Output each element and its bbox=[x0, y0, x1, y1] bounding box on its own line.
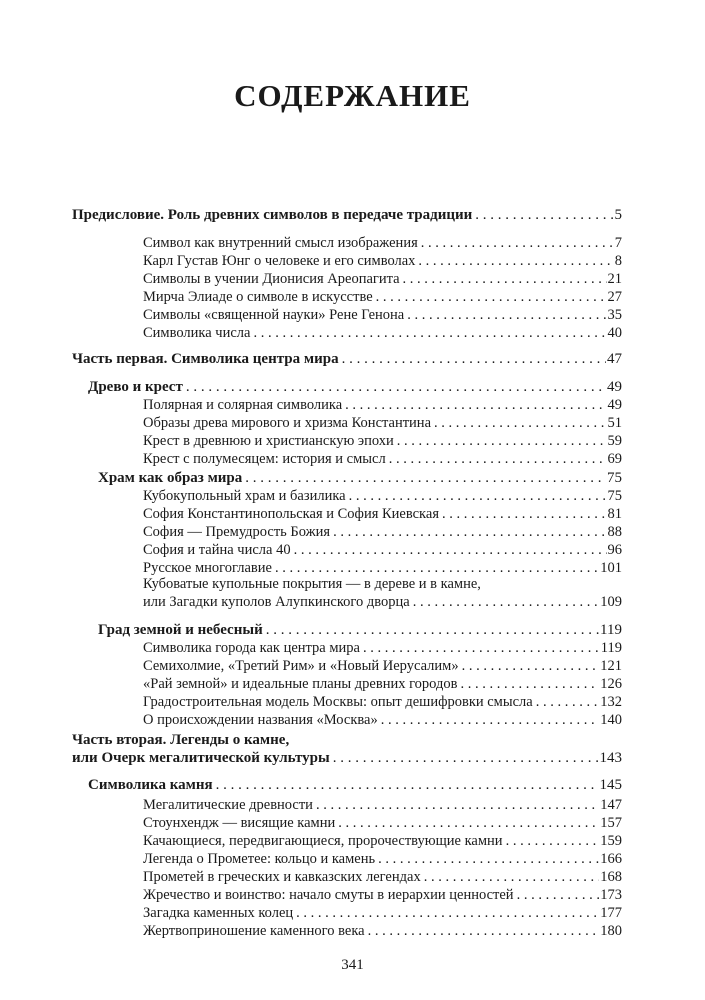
toc-entry bbox=[143, 814, 622, 832]
toc-entry bbox=[88, 776, 622, 795]
toc-entry-page: 177 bbox=[600, 905, 622, 921]
toc-entry-page: 96 bbox=[607, 542, 622, 558]
page-number: 341 bbox=[341, 957, 364, 973]
toc-entry bbox=[143, 675, 622, 693]
toc-entry-page: 119 bbox=[600, 640, 622, 656]
dot-leader bbox=[434, 414, 606, 432]
toc-entry bbox=[143, 396, 622, 414]
toc-entry-title: или Загадки куполов Алупкинского дворца bbox=[143, 594, 410, 610]
toc-entry bbox=[98, 621, 622, 640]
toc-entry-title: Загадка каменных колец bbox=[143, 905, 294, 921]
toc-entry-page: 27 bbox=[607, 289, 622, 305]
toc-entry-title: Град земной и небесный bbox=[98, 622, 263, 638]
toc-entry-title: Крест в древнюю и христианскую эпохи bbox=[143, 433, 394, 449]
toc-entry bbox=[143, 450, 622, 468]
toc-entry bbox=[143, 432, 622, 450]
toc-entry-title: София и тайна числа 40 bbox=[143, 542, 291, 558]
toc-entry bbox=[72, 749, 622, 768]
toc-entry-title: Древо и крест bbox=[88, 379, 183, 395]
toc-entry bbox=[72, 731, 292, 750]
page-title: СОДЕРЖАНИЕ bbox=[234, 78, 471, 113]
toc-entry-page: 40 bbox=[607, 325, 622, 341]
dot-leader bbox=[333, 523, 606, 541]
toc-entry bbox=[143, 288, 622, 306]
toc-entry-page: 119 bbox=[600, 622, 622, 638]
toc-entry-page: 166 bbox=[600, 851, 622, 867]
toc-entry-title: Образы древа мирового и хризма Константина bbox=[143, 415, 432, 431]
toc-entry-title: Мегалитические древности bbox=[143, 797, 313, 813]
toc-entry bbox=[143, 832, 622, 850]
toc-entry bbox=[143, 922, 622, 940]
toc-entry-title: Крест с полумесяцем: история и смысл bbox=[143, 451, 386, 467]
toc-entry-page: 49 bbox=[607, 379, 622, 395]
dot-leader bbox=[368, 922, 600, 940]
toc-entry-page: 81 bbox=[607, 506, 622, 522]
toc-entry-title: София — Премудрость Божия bbox=[143, 524, 331, 540]
dot-leader bbox=[397, 432, 607, 450]
dot-leader bbox=[506, 832, 600, 850]
toc-entry-page: 49 bbox=[607, 397, 622, 413]
toc-entry bbox=[143, 868, 622, 886]
toc-entry-page: 59 bbox=[607, 433, 622, 449]
dot-leader bbox=[345, 396, 606, 414]
toc-entry-title: Градостроительная модель Москвы: опыт дешифровки смысла bbox=[143, 694, 533, 710]
toc-entry-page: 35 bbox=[607, 307, 622, 323]
toc-entry-page: 5 bbox=[614, 207, 622, 223]
toc-entry-title: Мирча Элиаде о символе в искусстве bbox=[143, 289, 373, 305]
toc-entry bbox=[143, 711, 622, 729]
toc-entry-title: Кубокупольный храм и базилика bbox=[143, 488, 346, 504]
toc-entry bbox=[143, 593, 622, 611]
dot-leader bbox=[186, 378, 606, 397]
dot-leader bbox=[413, 593, 600, 611]
toc-entry bbox=[143, 575, 484, 593]
dot-leader bbox=[403, 270, 607, 288]
dot-leader bbox=[407, 306, 606, 324]
dot-leader bbox=[363, 639, 600, 657]
toc-entry-title: Жертвоприношение каменного века bbox=[143, 923, 365, 939]
toc-entry-title: О происхождении названия «Москва» bbox=[143, 712, 378, 728]
toc-entry-page: 75 bbox=[607, 470, 622, 486]
toc-entry-page: 173 bbox=[600, 887, 622, 903]
toc-entry-page: 75 bbox=[607, 488, 622, 504]
toc-entry bbox=[143, 796, 622, 814]
dot-leader bbox=[536, 693, 600, 711]
toc-entry-title: Качающиеся, передвигающиеся, пророчествующие камни bbox=[143, 833, 503, 849]
toc-entry-page: 147 bbox=[600, 797, 622, 813]
dot-leader bbox=[349, 487, 607, 505]
toc-entry bbox=[72, 206, 622, 225]
toc-entry-title: Часть вторая. Легенды о камне, bbox=[72, 732, 290, 748]
toc-entry bbox=[143, 234, 622, 252]
toc-entry-page: 7 bbox=[614, 235, 622, 251]
toc-entry bbox=[143, 306, 622, 324]
toc-entry-title: Легенда о Прометее: кольцо и камень bbox=[143, 851, 376, 867]
toc-entry-title: Храм как образ мира bbox=[98, 470, 243, 486]
toc-entry-title: Карл Густав Юнг о человеке и его символах bbox=[143, 253, 416, 269]
toc-entry-page: 88 bbox=[607, 524, 622, 540]
toc-entry bbox=[98, 469, 622, 488]
toc-entry-page: 8 bbox=[614, 253, 622, 269]
dot-leader bbox=[517, 886, 600, 904]
dot-leader bbox=[460, 675, 599, 693]
toc-entry-title: София Константинопольская и София Киевская bbox=[143, 506, 439, 522]
toc-entry-page: 101 bbox=[600, 560, 622, 576]
toc-entry-page: 21 bbox=[607, 271, 622, 287]
toc-entry-title: Символ как внутренний смысл изображения bbox=[143, 235, 418, 251]
toc-entry-title: Символика числа bbox=[143, 325, 251, 341]
dot-leader bbox=[424, 868, 600, 886]
toc-entry bbox=[143, 505, 622, 523]
toc-entry-page: 157 bbox=[600, 815, 622, 831]
toc-entry bbox=[143, 523, 622, 541]
dot-leader bbox=[266, 621, 599, 640]
dot-leader bbox=[442, 505, 607, 523]
dot-leader bbox=[316, 796, 599, 814]
dot-leader bbox=[378, 850, 599, 868]
toc-entry bbox=[143, 487, 622, 505]
dot-leader bbox=[389, 450, 607, 468]
dot-leader bbox=[475, 206, 613, 225]
toc-entry-page: 132 bbox=[600, 694, 622, 710]
dot-leader bbox=[333, 749, 599, 768]
toc-entry bbox=[143, 324, 622, 342]
dot-leader bbox=[216, 776, 599, 795]
toc-entry bbox=[143, 693, 622, 711]
toc-entry bbox=[72, 350, 622, 369]
toc-entry-page: 140 bbox=[600, 712, 622, 728]
toc-entry-page: 159 bbox=[600, 833, 622, 849]
toc-entry bbox=[143, 541, 622, 559]
toc-entry-page: 47 bbox=[607, 351, 622, 367]
toc-entry-title: Предисловие. Роль древних символов в передаче традиции bbox=[72, 207, 473, 223]
dot-leader bbox=[376, 288, 607, 306]
toc-entry-page: 180 bbox=[600, 923, 622, 939]
toc-entry-title: Символы в учении Дионисия Ареопагита bbox=[143, 271, 400, 287]
toc-entry-page: 51 bbox=[607, 415, 622, 431]
toc-entry-page: 121 bbox=[600, 658, 622, 674]
toc-entry bbox=[143, 904, 622, 922]
toc-entry bbox=[143, 657, 622, 675]
dot-leader bbox=[381, 711, 600, 729]
toc-entry-page: 109 bbox=[600, 594, 622, 610]
toc-entry-page: 168 bbox=[600, 869, 622, 885]
toc-entry bbox=[143, 414, 622, 432]
dot-leader bbox=[421, 234, 614, 252]
toc-entry bbox=[88, 378, 622, 397]
toc-entry-title: Символика города как центра мира bbox=[143, 640, 360, 656]
toc-entry-page: 69 bbox=[607, 451, 622, 467]
toc-entry-title: Символы «священной науки» Рене Генона bbox=[143, 307, 405, 323]
toc-entry-page: 145 bbox=[599, 777, 622, 793]
toc-entry-page: 126 bbox=[600, 676, 622, 692]
toc-entry-title: Жречество и воинство: начало смуты в иерархии ценностей bbox=[143, 887, 514, 903]
toc-entry bbox=[143, 270, 622, 288]
toc-entry-title: или Очерк мегалитической культуры bbox=[72, 750, 330, 766]
toc-entry-title: Кубоватые купольные покрытия — в дереве и в камне, bbox=[143, 576, 481, 592]
dot-leader bbox=[296, 904, 599, 922]
toc-entry-title: Прометей в греческих и кавказских легендах bbox=[143, 869, 421, 885]
toc-entry-title: «Рай земной» и идеальные планы древних городов bbox=[143, 676, 458, 692]
toc-entry bbox=[143, 886, 622, 904]
dot-leader bbox=[245, 469, 606, 488]
dot-leader bbox=[338, 814, 599, 832]
dot-leader bbox=[418, 252, 613, 270]
toc-entry bbox=[143, 639, 622, 657]
toc-entry bbox=[143, 850, 622, 868]
dot-leader bbox=[462, 657, 600, 675]
toc-entry-title: Символика камня bbox=[88, 777, 213, 793]
toc-entry-title: Полярная и солярная символика bbox=[143, 397, 343, 413]
dot-leader bbox=[342, 350, 606, 369]
toc-entry bbox=[143, 252, 622, 270]
toc-entry-title: Семихолмие, «Третий Рим» и «Новый Иерусалим» bbox=[143, 658, 459, 674]
dot-leader bbox=[253, 324, 606, 342]
toc-entry-title: Русское многоглавие bbox=[143, 560, 272, 576]
toc-entry-page: 143 bbox=[599, 750, 622, 766]
toc-entry-title: Стоунхендж — висящие камни bbox=[143, 815, 336, 831]
dot-leader bbox=[294, 541, 607, 559]
toc-entry-title: Часть первая. Символика центра мира bbox=[72, 351, 339, 367]
